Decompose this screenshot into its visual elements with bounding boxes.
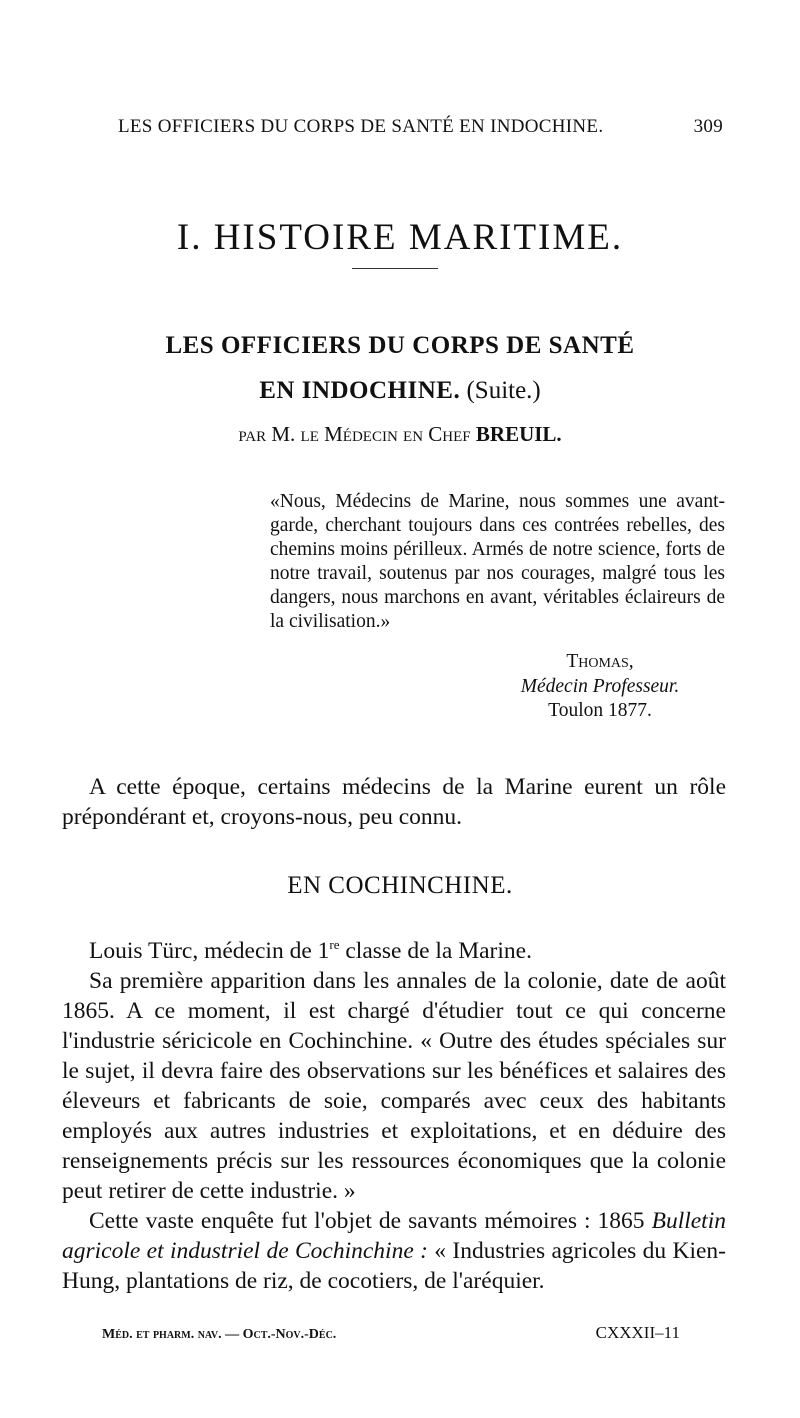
footer-signature-mark: CXXXII–11 (595, 1323, 680, 1342)
epigraph-author-title: Médecin Professeur. (520, 676, 680, 697)
p1-prefix: Louis Türc, médecin de (89, 937, 318, 964)
page-footer (102, 1323, 680, 1343)
p3-prefix: Cette vaste enquête fut l'objet de savants mémoires : 1865 (89, 1207, 652, 1234)
page-number: 309 (693, 116, 723, 137)
article-title-line1: LES OFFICIERS DU CORPS DE SANTÉ (165, 332, 635, 359)
p1-suffix: classe de la Marine. (339, 937, 532, 964)
byline-author: BREUIL. (475, 422, 562, 446)
byline (0, 422, 800, 447)
body-paragraph-2: Sa première apparition dans les annales de la colonie, date de août 1865. A ce moment, il est chargé d'étudier tout ce qui concerne l'industrie séricicole en Cochinchine. « Outre des études spéciales sur le sujet, il devra faire des observations sur les bénéfices et salaires des éleveurs et fabricants de soie, comparés avec ceux des habitants employés aux autres industries et exploitations, et en déduire des renseignements précis sur les ressources économiques que la colonie peut retirer de cette industrie. » (62, 967, 726, 1204)
footer-journal: Méd. et pharm. nav. — Oct.-Nov.-Déc. (102, 1327, 337, 1342)
article-title-line2 (0, 377, 800, 405)
epigraph-place-date: Toulon 1877. (548, 700, 652, 721)
epigraph-author: Thomas, (566, 651, 634, 672)
title-rule (352, 268, 438, 269)
body-text (62, 930, 726, 1296)
p3-suffix: « Industries agricoles du Kien-Hung, plantations de riz, de cocotiers, de l'aréquier. (62, 1237, 726, 1294)
section-title: I. HISTOIRE MARITIME. (176, 217, 624, 258)
body-paragraph-3 (62, 1206, 726, 1296)
byline-prefix: par M. le Médecin en Chef (238, 422, 471, 446)
subheading: EN COCHINCHINE. (287, 872, 513, 899)
p1-class-num: 1 (317, 937, 330, 964)
epigraph-text: «Nous, Médecins de Marine, nous sommes une avant-garde, cherchant toujours dans ces contrées rebelles, des chemins moins périlleux. Armés de notre science, forts de notre travail, soutenus par nos courages, malgré tous les dangers, nous marchons en avant, véritables éclaireurs de la civilisation.» (270, 491, 725, 632)
running-title: LES OFFICIERS DU CORPS DE SANTÉ EN INDOCHINE. (118, 116, 604, 137)
article-title-line2-text: EN INDOCHINE. (259, 377, 461, 404)
epigraph (270, 490, 725, 634)
intro-paragraph: A cette époque, certains médecins de la Marine eurent un rôle prépondérant et, croyons-nous, peu connu. (62, 774, 726, 830)
p1-class-sup: re (329, 937, 340, 952)
running-header (118, 116, 723, 138)
p3-italic-title: Bulletin agricole et industriel de Cochinchine : (62, 1207, 726, 1264)
body-paragraph-1 (62, 930, 726, 966)
intro-paragraph-block (62, 772, 726, 832)
article-title-suffix: (Suite.) (466, 377, 541, 404)
